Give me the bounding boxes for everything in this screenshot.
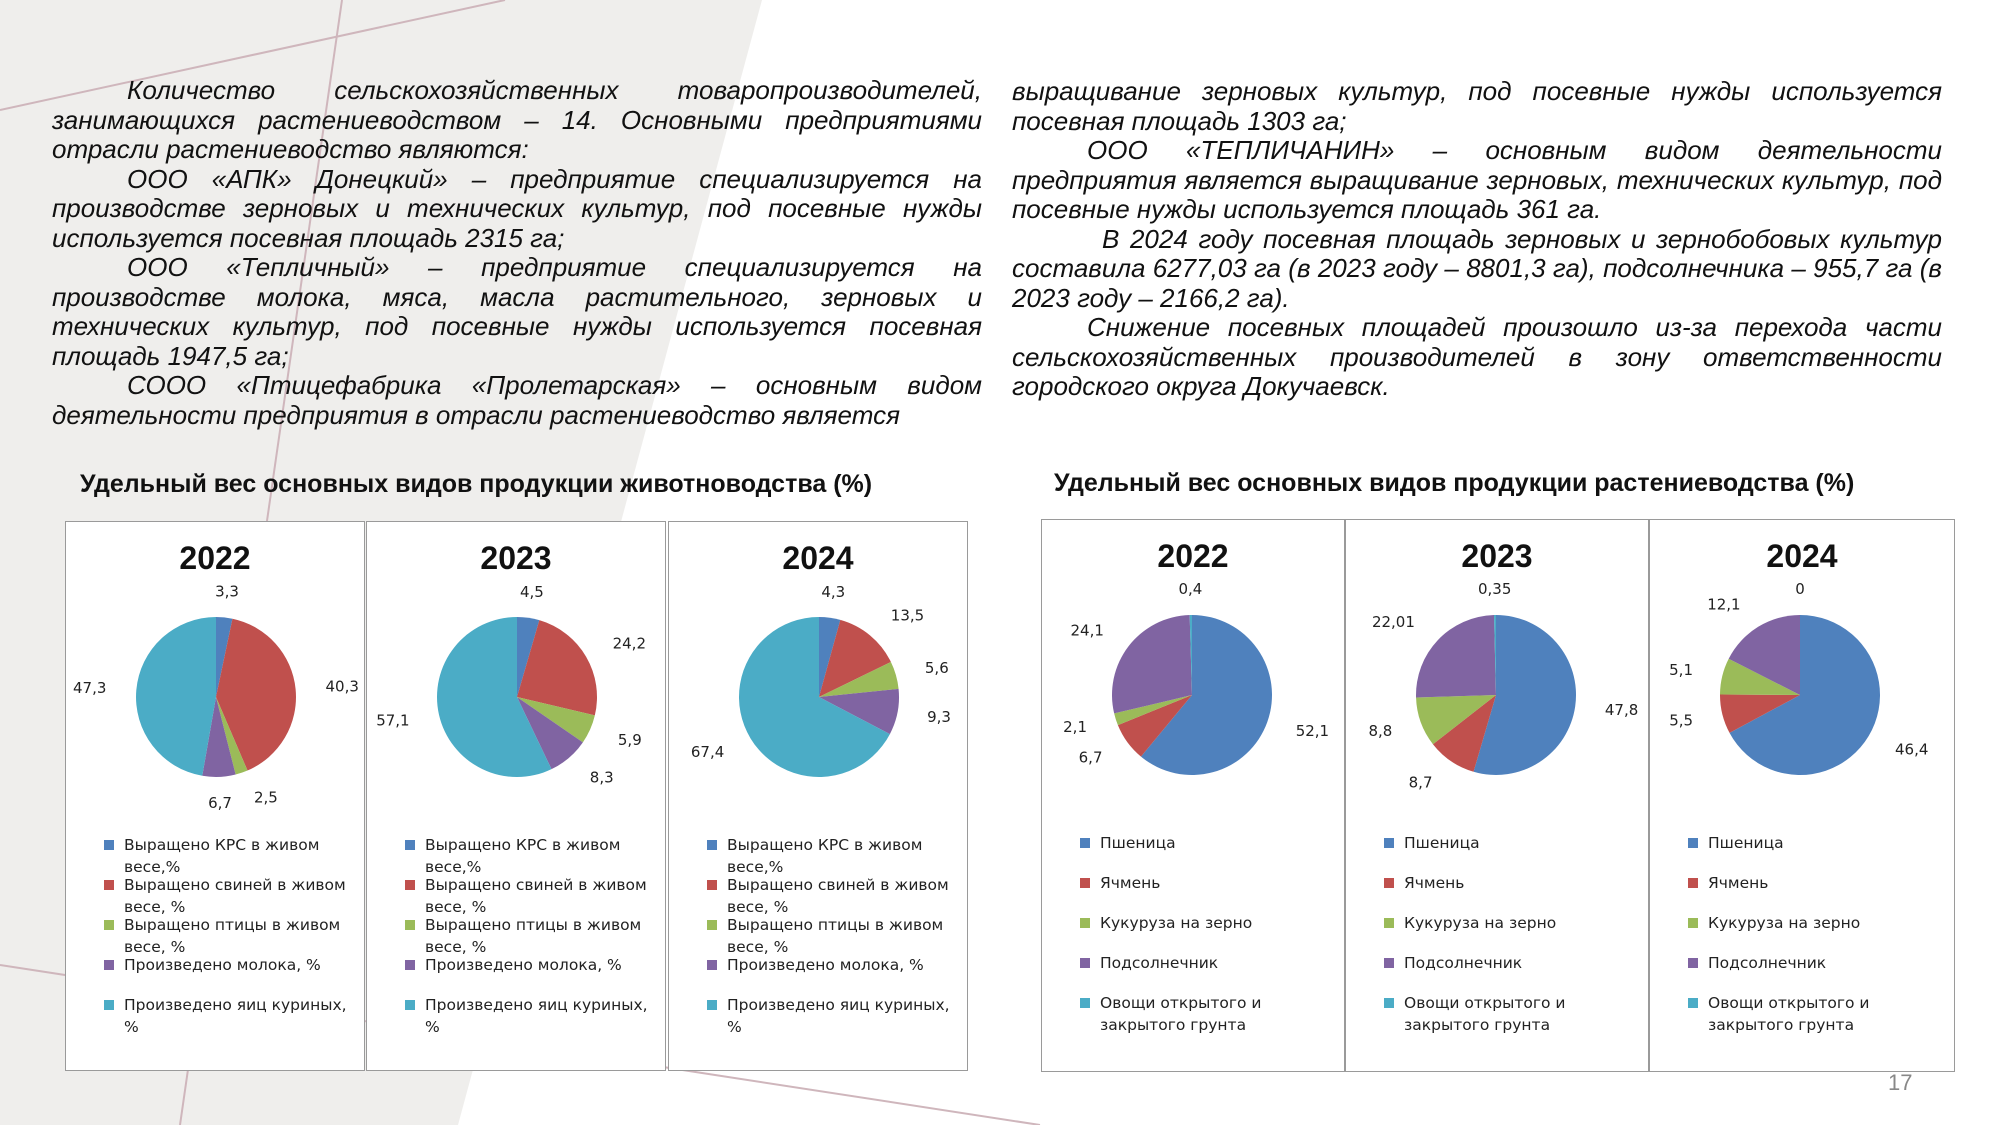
data-label: 52,1 xyxy=(1295,721,1330,740)
chart-year-title: 2022 xyxy=(1157,538,1229,574)
legend-item xyxy=(1080,912,1335,952)
legend-swatch xyxy=(707,920,717,930)
legend-swatch xyxy=(104,1000,114,1010)
legend-swatch xyxy=(1384,878,1394,888)
legend-swatch xyxy=(405,880,415,890)
legend-label: Произведено яиц куриных, % xyxy=(727,996,950,1036)
legend-label: Выращено КРС в живом весе,% xyxy=(124,836,320,876)
data-label: 6,7 xyxy=(208,793,232,812)
chart-legend xyxy=(1688,832,1943,1032)
crop-chart-title: Удельный вес основных видов продукции растениеводства (%) xyxy=(1054,469,1855,497)
legend-item xyxy=(104,954,359,994)
legend-swatch xyxy=(707,1000,717,1010)
legend-item xyxy=(104,914,359,954)
legend-item xyxy=(1080,832,1335,872)
pie-chart xyxy=(1042,520,1342,830)
legend-item xyxy=(1384,992,1639,1032)
pie-panel-livestock-2023 xyxy=(366,521,666,1071)
legend-item xyxy=(1080,952,1335,992)
legend-swatch xyxy=(707,880,717,890)
data-label: 3,3 xyxy=(215,582,239,601)
legend-label: Произведено молока, % xyxy=(425,956,622,974)
paragraph: выращивание зерновых культур, под посевные нужды используется посевная площадь 1303 га; xyxy=(1012,76,1942,136)
data-label: 8,3 xyxy=(589,768,614,787)
chart-legend xyxy=(1080,832,1335,1032)
legend-label: Подсолнечник xyxy=(1708,954,1827,972)
legend-item xyxy=(1384,832,1639,872)
legend-swatch xyxy=(1688,838,1698,848)
data-label: 57,1 xyxy=(376,711,410,730)
data-label: 46,4 xyxy=(1895,740,1929,759)
chart-legend xyxy=(1384,832,1639,1032)
legend-swatch xyxy=(405,840,415,850)
data-label: 24,2 xyxy=(612,634,647,653)
pie-chart xyxy=(367,522,667,832)
legend-item xyxy=(707,954,962,994)
legend-label: Выращено свиней в живом весе, % xyxy=(727,876,949,916)
data-label: 0,4 xyxy=(1178,580,1203,598)
livestock-chart-title: Удельный вес основных видов продукции животноводства (%) xyxy=(80,470,873,498)
legend-label: Овощи открытого и закрытого грунта xyxy=(1404,994,1566,1034)
pie-chart xyxy=(669,522,969,832)
legend-label: Произведено молока, % xyxy=(727,956,924,974)
left-text-column xyxy=(52,76,982,430)
paragraph: СООО «Птицефабрика «Пролетарская» – основным видом деятельности предприятия в отрасли растениеводство является xyxy=(52,370,982,430)
legend-swatch xyxy=(1688,958,1698,968)
data-label: 9,3 xyxy=(927,708,951,726)
legend-label: Произведено яиц куриных, % xyxy=(425,996,648,1036)
data-label: 8,8 xyxy=(1368,722,1393,741)
legend-swatch xyxy=(104,880,114,890)
legend-item xyxy=(1688,992,1943,1032)
data-label: 47,3 xyxy=(72,678,107,697)
legend-swatch xyxy=(1384,838,1394,848)
legend-label: Кукуруза на зерно xyxy=(1708,914,1861,932)
legend-item xyxy=(1688,832,1943,872)
legend-item xyxy=(405,954,660,994)
legend-label: Выращено птицы в живом весе, % xyxy=(425,916,642,956)
data-label: 13,5 xyxy=(890,606,925,625)
legend-label: Выращено свиней в живом весе, % xyxy=(124,876,346,916)
data-label: 5,6 xyxy=(924,658,949,677)
legend-label: Выращено свиней в живом весе, % xyxy=(425,876,647,916)
data-label: 67,4 xyxy=(690,742,725,761)
legend-item xyxy=(104,834,359,874)
pie-panel-crop-2023 xyxy=(1345,519,1649,1072)
legend-label: Выращено птицы в живом весе, % xyxy=(124,916,341,956)
legend-label: Произведено яиц куриных, % xyxy=(124,996,347,1036)
legend-item xyxy=(1688,872,1943,912)
legend-label: Пшеница xyxy=(1100,834,1176,852)
data-label: 47,8 xyxy=(1604,701,1639,719)
legend-item xyxy=(1384,912,1639,952)
legend-swatch xyxy=(707,840,717,850)
pie-chart xyxy=(66,522,366,832)
data-label: 0 xyxy=(1795,580,1805,598)
data-label: 40,3 xyxy=(325,677,359,696)
legend-label: Ячмень xyxy=(1708,874,1769,892)
legend-item xyxy=(405,834,660,874)
legend-swatch xyxy=(707,960,717,970)
legend-label: Подсолнечник xyxy=(1100,954,1219,972)
page-number: 17 xyxy=(1888,1070,1913,1095)
legend-label: Выращено КРС в живом весе,% xyxy=(425,836,621,876)
data-label: 5,9 xyxy=(617,731,642,749)
legend-item xyxy=(707,914,962,954)
chart-year-title: 2023 xyxy=(1461,538,1533,574)
legend-item xyxy=(1080,992,1335,1032)
data-label: 24,1 xyxy=(1070,621,1104,640)
legend-swatch xyxy=(104,960,114,970)
legend-label: Выращено птицы в живом весе, % xyxy=(727,916,944,956)
legend-swatch xyxy=(1080,998,1090,1008)
chart-year-title: 2022 xyxy=(179,540,251,576)
data-label: 6,7 xyxy=(1078,748,1103,767)
legend-swatch xyxy=(405,1000,415,1010)
data-label: 0,35 xyxy=(1477,580,1512,598)
legend-label: Выращено КРС в живом весе,% xyxy=(727,836,923,876)
data-label: 8,7 xyxy=(1408,773,1433,792)
right-text-column xyxy=(1012,77,1942,402)
legend-swatch xyxy=(405,960,415,970)
pie-panel-crop-2022 xyxy=(1041,519,1345,1072)
legend-item xyxy=(1384,872,1639,912)
legend-item xyxy=(1688,912,1943,952)
legend-item xyxy=(707,994,962,1034)
chart-year-title: 2024 xyxy=(782,540,854,576)
legend-item xyxy=(1080,872,1335,912)
legend-label: Подсолнечник xyxy=(1404,954,1523,972)
pie-panel-crop-2024 xyxy=(1649,519,1955,1072)
legend-swatch xyxy=(405,920,415,930)
paragraph: В 2024 году посевная площадь зерновых и зернобобовых культур составила 6277,03 га (в 2023 году – 8801,3 га), подсолнечника – 955,7 га (в 2023 году – 2166,2 га). xyxy=(1012,223,1942,313)
data-label: 4,5 xyxy=(519,583,544,602)
legend-item xyxy=(1688,952,1943,992)
pie-panel-livestock-2022 xyxy=(65,521,365,1071)
legend-swatch xyxy=(1080,838,1090,848)
legend-swatch xyxy=(1688,918,1698,928)
legend-label: Ячмень xyxy=(1404,874,1465,892)
data-label: 12,1 xyxy=(1707,595,1741,614)
chart-year-title: 2023 xyxy=(480,540,552,576)
legend-item xyxy=(1384,952,1639,992)
pie-panel-livestock-2024 xyxy=(668,521,968,1071)
data-label: 4,3 xyxy=(821,583,846,601)
legend-swatch xyxy=(1080,878,1090,888)
pie-slice xyxy=(1416,615,1496,698)
legend-swatch xyxy=(104,840,114,850)
chart-legend xyxy=(707,834,962,1034)
data-label: 2,5 xyxy=(254,788,278,807)
chart-legend xyxy=(405,834,660,1034)
legend-swatch xyxy=(1080,918,1090,928)
data-label: 2,1 xyxy=(1063,718,1087,737)
legend-item xyxy=(405,914,660,954)
legend-swatch xyxy=(1688,998,1698,1008)
chart-legend xyxy=(104,834,359,1034)
paragraph: ООО «АПК» Донецкий» – предприятие специализируется на производстве зерновых и технических культур, под посевные нужды используется посевная площадь 2315 га; xyxy=(52,163,982,253)
paragraph: Количество сельскохозяйственных товаропроизводителей, занимающихся растениеводством – 14. Основными предприятиями отрасли растениеводство являются: xyxy=(52,75,982,164)
chart-year-title: 2024 xyxy=(1766,538,1838,574)
data-label: 5,1 xyxy=(1669,660,1693,679)
legend-label: Овощи открытого и закрытого грунта xyxy=(1100,994,1262,1034)
pie-slice xyxy=(136,617,216,776)
legend-swatch xyxy=(104,920,114,930)
legend-swatch xyxy=(1384,918,1394,928)
legend-item xyxy=(104,994,359,1034)
paragraph: ООО «Тепличный» – предприятие специализируется на производстве молока, мяса, масла растительного, зерновых и технических культур, под посевные нужды используется посевная площадь 1947,5 га; xyxy=(52,252,982,371)
data-label: 22,01 xyxy=(1371,613,1415,632)
legend-swatch xyxy=(1384,998,1394,1008)
legend-label: Овощи открытого и закрытого грунта xyxy=(1708,994,1870,1034)
paragraph: ООО «ТЕПЛИЧАНИН» – основным видом деятельности предприятия является выращивание зерновых, технических культур, под посевные нужды используется площадь 361 га. xyxy=(1012,135,1942,224)
pie-chart xyxy=(1650,520,1950,830)
legend-swatch xyxy=(1080,958,1090,968)
legend-item xyxy=(707,874,962,914)
legend-label: Ячмень xyxy=(1100,874,1161,892)
pie-chart xyxy=(1346,520,1646,830)
legend-swatch xyxy=(1688,878,1698,888)
legend-label: Кукуруза на зерно xyxy=(1404,914,1557,932)
paragraph: Снижение посевных площадей произошло из-за перехода части сельскохозяйственных производителей в зону ответственности городского округа Докучаевск. xyxy=(1012,312,1942,401)
legend-item xyxy=(104,874,359,914)
data-label: 5,5 xyxy=(1669,711,1694,730)
legend-item xyxy=(405,874,660,914)
legend-swatch xyxy=(1384,958,1394,968)
legend-label: Пшеница xyxy=(1708,834,1784,852)
legend-label: Пшеница xyxy=(1404,834,1480,852)
legend-item xyxy=(405,994,660,1034)
legend-label: Кукуруза на зерно xyxy=(1100,914,1253,932)
legend-label: Произведено молока, % xyxy=(124,956,321,974)
legend-item xyxy=(707,834,962,874)
